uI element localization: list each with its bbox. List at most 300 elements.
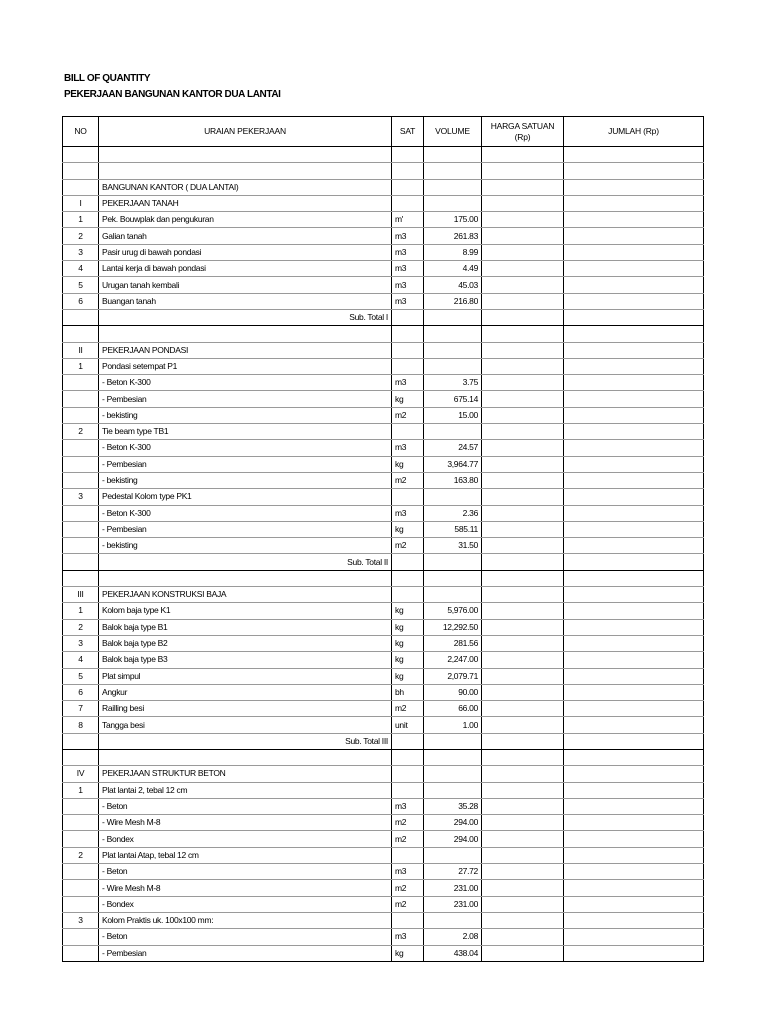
cell-uraian: - Pembesian — [99, 456, 392, 472]
cell-volume — [424, 749, 482, 765]
table-row — [63, 864, 704, 880]
cell-no — [63, 309, 99, 325]
cell-sat — [392, 587, 424, 603]
cell-uraian: - Beton — [99, 864, 392, 880]
cell-no — [63, 326, 99, 342]
cell-volume — [424, 163, 482, 179]
cell-no — [63, 538, 99, 554]
cell-harga-satuan — [482, 195, 564, 211]
cell-volume — [424, 847, 482, 863]
cell-no: 1 — [63, 782, 99, 798]
cell-sat: kg — [392, 619, 424, 635]
table-row — [63, 668, 704, 684]
cell-harga-satuan — [482, 375, 564, 391]
cell-harga-satuan — [482, 619, 564, 635]
cell-uraian: - bekisting — [99, 472, 392, 488]
cell-jumlah — [564, 538, 704, 554]
cell-harga-satuan — [482, 424, 564, 440]
cell-volume: 2.36 — [424, 505, 482, 521]
cell-no — [63, 505, 99, 521]
cell-jumlah — [564, 717, 704, 733]
cell-sat: m2 — [392, 538, 424, 554]
table-header-row — [63, 117, 704, 147]
cell-harga-satuan — [482, 456, 564, 472]
table-row — [63, 766, 704, 782]
cell-jumlah — [564, 424, 704, 440]
cell-harga-satuan — [482, 538, 564, 554]
cell-jumlah — [564, 782, 704, 798]
cell-uraian: Balok baja type B3 — [99, 652, 392, 668]
cell-volume: 66.00 — [424, 701, 482, 717]
cell-sat — [392, 489, 424, 505]
cell-no — [63, 896, 99, 912]
cell-volume — [424, 195, 482, 211]
cell-uraian: Kolom baja type K1 — [99, 603, 392, 619]
table-row — [63, 929, 704, 945]
cell-no: 5 — [63, 277, 99, 293]
cell-volume — [424, 570, 482, 586]
cell-volume: 281.56 — [424, 635, 482, 651]
cell-no — [63, 163, 99, 179]
cell-uraian: Buangan tanah — [99, 293, 392, 309]
cell-jumlah — [564, 619, 704, 635]
cell-no — [63, 945, 99, 961]
cell-harga-satuan — [482, 342, 564, 358]
cell-sat: m2 — [392, 880, 424, 896]
cell-harga-satuan — [482, 309, 564, 325]
cell-volume: 231.00 — [424, 896, 482, 912]
cell-no — [63, 749, 99, 765]
cell-subtotal-label: Sub. Total II — [99, 554, 392, 570]
cell-sat: kg — [392, 668, 424, 684]
cell-jumlah — [564, 766, 704, 782]
cell-harga-satuan — [482, 603, 564, 619]
cell-harga-satuan — [482, 831, 564, 847]
table-row — [63, 701, 704, 717]
cell-no — [63, 375, 99, 391]
table-row — [63, 505, 704, 521]
cell-no: 8 — [63, 717, 99, 733]
cell-no: 2 — [63, 847, 99, 863]
cell-harga-satuan — [482, 912, 564, 928]
cell-jumlah — [564, 391, 704, 407]
cell-volume — [424, 342, 482, 358]
cell-no: 2 — [63, 619, 99, 635]
cell-no — [63, 440, 99, 456]
cell-uraian: Pasir urug di bawah pondasi — [99, 244, 392, 260]
header-uraian: URAIAN PEKERJAAN — [99, 117, 392, 147]
cell-jumlah — [564, 554, 704, 570]
cell-volume: 1.00 — [424, 717, 482, 733]
cell-jumlah — [564, 847, 704, 863]
header-no: NO — [63, 117, 99, 147]
cell-uraian: PEKERJAAN TANAH — [99, 195, 392, 211]
table-row — [63, 440, 704, 456]
cell-harga-satuan — [482, 684, 564, 700]
cell-uraian: - Wire Mesh M-8 — [99, 880, 392, 896]
cell-uraian — [99, 163, 392, 179]
cell-volume: 2.08 — [424, 929, 482, 945]
cell-jumlah — [564, 587, 704, 603]
cell-volume — [424, 309, 482, 325]
cell-sat: m3 — [392, 244, 424, 260]
cell-volume — [424, 489, 482, 505]
cell-volume: 31.50 — [424, 538, 482, 554]
cell-jumlah — [564, 261, 704, 277]
cell-harga-satuan — [482, 880, 564, 896]
cell-volume: 35.28 — [424, 798, 482, 814]
cell-volume: 231.00 — [424, 880, 482, 896]
cell-harga-satuan — [482, 358, 564, 374]
cell-sat: kg — [392, 391, 424, 407]
cell-volume: 27.72 — [424, 864, 482, 880]
cell-sat — [392, 733, 424, 749]
table-row — [63, 782, 704, 798]
header-harga-line2: (Rp) — [514, 131, 531, 142]
cell-jumlah — [564, 945, 704, 961]
cell-uraian: Kolom Praktis uk. 100x100 mm: — [99, 912, 392, 928]
cell-volume — [424, 424, 482, 440]
document-subtitle: PEKERJAAN BANGUNAN KANTOR DUA LANTAI — [64, 89, 281, 100]
cell-harga-satuan — [482, 864, 564, 880]
cell-uraian: - Pembesian — [99, 521, 392, 537]
cell-harga-satuan — [482, 668, 564, 684]
cell-sat: m2 — [392, 472, 424, 488]
table-row — [63, 147, 704, 163]
cell-jumlah — [564, 749, 704, 765]
cell-sat: bh — [392, 684, 424, 700]
cell-uraian: - Beton — [99, 929, 392, 945]
cell-harga-satuan — [482, 244, 564, 260]
cell-volume: 45.03 — [424, 277, 482, 293]
cell-jumlah — [564, 798, 704, 814]
cell-harga-satuan — [482, 521, 564, 537]
cell-harga-satuan — [482, 733, 564, 749]
cell-no: 3 — [63, 244, 99, 260]
cell-sat — [392, 570, 424, 586]
cell-harga-satuan — [482, 391, 564, 407]
cell-volume: 4.49 — [424, 261, 482, 277]
cell-uraian: Pedestal Kolom type PK1 — [99, 489, 392, 505]
cell-sat — [392, 766, 424, 782]
cell-uraian: Pondasi setempat P1 — [99, 358, 392, 374]
table-row — [63, 896, 704, 912]
cell-sat: m3 — [392, 864, 424, 880]
cell-harga-satuan — [482, 212, 564, 228]
cell-sat: m3 — [392, 505, 424, 521]
cell-jumlah — [564, 472, 704, 488]
cell-no — [63, 472, 99, 488]
cell-no: 2 — [63, 228, 99, 244]
cell-sat: m3 — [392, 929, 424, 945]
table-body — [63, 147, 704, 962]
cell-jumlah — [564, 668, 704, 684]
cell-sat: m3 — [392, 293, 424, 309]
table-row — [63, 684, 704, 700]
cell-harga-satuan — [482, 929, 564, 945]
cell-jumlah — [564, 880, 704, 896]
cell-sat: m2 — [392, 701, 424, 717]
cell-volume — [424, 358, 482, 374]
cell-uraian: - Beton — [99, 798, 392, 814]
table-row — [63, 326, 704, 342]
cell-sat — [392, 179, 424, 195]
cell-sat: kg — [392, 652, 424, 668]
cell-volume: 294.00 — [424, 831, 482, 847]
cell-sat: kg — [392, 945, 424, 961]
cell-harga-satuan — [482, 749, 564, 765]
cell-harga-satuan — [482, 440, 564, 456]
cell-harga-satuan — [482, 766, 564, 782]
cell-uraian: Plat lantai Atap, tebal 12 cm — [99, 847, 392, 863]
cell-volume — [424, 766, 482, 782]
cell-volume — [424, 147, 482, 163]
cell-no: 1 — [63, 603, 99, 619]
cell-volume: 2,247.00 — [424, 652, 482, 668]
cell-volume: 163.80 — [424, 472, 482, 488]
table-row — [63, 489, 704, 505]
subtotal-row — [63, 554, 704, 570]
table-row — [63, 749, 704, 765]
cell-volume — [424, 733, 482, 749]
cell-harga-satuan — [482, 261, 564, 277]
cell-sat — [392, 782, 424, 798]
cell-harga-satuan — [482, 554, 564, 570]
cell-volume — [424, 179, 482, 195]
cell-sat: unit — [392, 717, 424, 733]
cell-harga-satuan — [482, 815, 564, 831]
cell-volume — [424, 912, 482, 928]
cell-harga-satuan — [482, 326, 564, 342]
cell-uraian: - Pembesian — [99, 945, 392, 961]
table-row — [63, 228, 704, 244]
table-row — [63, 912, 704, 928]
cell-uraian: - bekisting — [99, 407, 392, 423]
table-row — [63, 375, 704, 391]
cell-jumlah — [564, 147, 704, 163]
cell-sat — [392, 309, 424, 325]
cell-harga-satuan — [482, 701, 564, 717]
cell-harga-satuan — [482, 489, 564, 505]
cell-no — [63, 798, 99, 814]
cell-volume: 675.14 — [424, 391, 482, 407]
table-row — [63, 603, 704, 619]
cell-volume: 438.04 — [424, 945, 482, 961]
cell-volume: 2,079.71 — [424, 668, 482, 684]
cell-volume: 261.83 — [424, 228, 482, 244]
cell-jumlah — [564, 521, 704, 537]
table-row — [63, 945, 704, 961]
cell-uraian: - Bondex — [99, 831, 392, 847]
table-row — [63, 277, 704, 293]
cell-jumlah — [564, 212, 704, 228]
cell-uraian: - Beton K-300 — [99, 375, 392, 391]
cell-sat — [392, 342, 424, 358]
cell-harga-satuan — [482, 896, 564, 912]
cell-harga-satuan — [482, 147, 564, 163]
cell-volume: 12,292.50 — [424, 619, 482, 635]
cell-no — [63, 456, 99, 472]
table-row — [63, 424, 704, 440]
cell-volume: 3,964.77 — [424, 456, 482, 472]
cell-sat: m3 — [392, 228, 424, 244]
cell-volume: 216.80 — [424, 293, 482, 309]
cell-no — [63, 570, 99, 586]
cell-no — [63, 733, 99, 749]
table-row — [63, 521, 704, 537]
cell-sat: m2 — [392, 407, 424, 423]
cell-uraian: - Bondex — [99, 896, 392, 912]
cell-jumlah — [564, 440, 704, 456]
table-row — [63, 619, 704, 635]
cell-no: IV — [63, 766, 99, 782]
table-row — [63, 358, 704, 374]
cell-sat — [392, 424, 424, 440]
cell-jumlah — [564, 244, 704, 260]
cell-sat: m3 — [392, 440, 424, 456]
table-row — [63, 847, 704, 863]
cell-jumlah — [564, 635, 704, 651]
cell-harga-satuan — [482, 945, 564, 961]
cell-jumlah — [564, 864, 704, 880]
cell-volume: 294.00 — [424, 815, 482, 831]
cell-sat — [392, 912, 424, 928]
cell-sat: kg — [392, 521, 424, 537]
cell-jumlah — [564, 179, 704, 195]
cell-volume: 3.75 — [424, 375, 482, 391]
cell-jumlah — [564, 163, 704, 179]
cell-harga-satuan — [482, 798, 564, 814]
cell-uraian: Lantai kerja di bawah pondasi — [99, 261, 392, 277]
cell-jumlah — [564, 342, 704, 358]
cell-subtotal-label: Sub. Total III — [99, 733, 392, 749]
cell-no: 1 — [63, 212, 99, 228]
cell-sat — [392, 847, 424, 863]
table-row — [63, 293, 704, 309]
cell-no: 3 — [63, 912, 99, 928]
cell-uraian — [99, 570, 392, 586]
cell-jumlah — [564, 228, 704, 244]
cell-sat — [392, 163, 424, 179]
cell-no — [63, 815, 99, 831]
table-row — [63, 880, 704, 896]
cell-no: 4 — [63, 652, 99, 668]
cell-volume: 90.00 — [424, 684, 482, 700]
table-row — [63, 195, 704, 211]
document-title: BILL OF QUANTITY — [64, 73, 151, 84]
cell-no: 3 — [63, 489, 99, 505]
cell-jumlah — [564, 896, 704, 912]
cell-volume: 8.99 — [424, 244, 482, 260]
table-row — [63, 798, 704, 814]
cell-volume — [424, 782, 482, 798]
table-row — [63, 587, 704, 603]
cell-jumlah — [564, 505, 704, 521]
table-row — [63, 212, 704, 228]
table-row — [63, 261, 704, 277]
cell-sat: m3 — [392, 277, 424, 293]
cell-uraian: PEKERJAAN STRUKTUR BETON — [99, 766, 392, 782]
cell-sat: m2 — [392, 815, 424, 831]
cell-volume: 585.11 — [424, 521, 482, 537]
cell-sat — [392, 147, 424, 163]
cell-no — [63, 521, 99, 537]
cell-no: 6 — [63, 293, 99, 309]
cell-no: II — [63, 342, 99, 358]
table-row — [63, 831, 704, 847]
cell-harga-satuan — [482, 587, 564, 603]
table-row — [63, 391, 704, 407]
cell-uraian: Plat lantai 2, tebal 12 cm — [99, 782, 392, 798]
table-row — [63, 456, 704, 472]
cell-jumlah — [564, 375, 704, 391]
bill-of-quantity-table — [62, 116, 704, 962]
cell-sat — [392, 358, 424, 374]
cell-jumlah — [564, 684, 704, 700]
table-row — [63, 472, 704, 488]
cell-no — [63, 864, 99, 880]
cell-uraian: Railling besi — [99, 701, 392, 717]
cell-harga-satuan — [482, 228, 564, 244]
header-harga-line1: HARGA SATUAN — [490, 120, 555, 131]
cell-no: 1 — [63, 358, 99, 374]
cell-sat: kg — [392, 456, 424, 472]
cell-uraian: Plat simpul — [99, 668, 392, 684]
cell-volume — [424, 326, 482, 342]
cell-uraian: - Beton K-300 — [99, 440, 392, 456]
table-row — [63, 635, 704, 651]
cell-sat: kg — [392, 635, 424, 651]
cell-uraian: - Pembesian — [99, 391, 392, 407]
cell-uraian — [99, 147, 392, 163]
cell-sat: m' — [392, 212, 424, 228]
cell-harga-satuan — [482, 717, 564, 733]
header-volume: VOLUME — [424, 117, 482, 147]
table-row — [63, 570, 704, 586]
cell-sat — [392, 749, 424, 765]
cell-sat: m3 — [392, 798, 424, 814]
cell-uraian: - bekisting — [99, 538, 392, 554]
table-row — [63, 342, 704, 358]
subtotal-row — [63, 309, 704, 325]
cell-no — [63, 147, 99, 163]
cell-jumlah — [564, 912, 704, 928]
cell-volume — [424, 554, 482, 570]
cell-subtotal-label: Sub. Total I — [99, 309, 392, 325]
cell-no — [63, 880, 99, 896]
table-row — [63, 407, 704, 423]
cell-jumlah — [564, 815, 704, 831]
cell-harga-satuan — [482, 570, 564, 586]
cell-jumlah — [564, 701, 704, 717]
cell-no: 4 — [63, 261, 99, 277]
cell-harga-satuan — [482, 407, 564, 423]
cell-no — [63, 831, 99, 847]
table-row — [63, 815, 704, 831]
cell-jumlah — [564, 293, 704, 309]
cell-harga-satuan — [482, 277, 564, 293]
cell-no: 3 — [63, 635, 99, 651]
cell-jumlah — [564, 831, 704, 847]
cell-volume: 24.57 — [424, 440, 482, 456]
cell-jumlah — [564, 929, 704, 945]
cell-no — [63, 929, 99, 945]
table-row — [63, 244, 704, 260]
cell-sat — [392, 195, 424, 211]
cell-jumlah — [564, 603, 704, 619]
cell-no: 6 — [63, 684, 99, 700]
cell-volume: 15.00 — [424, 407, 482, 423]
